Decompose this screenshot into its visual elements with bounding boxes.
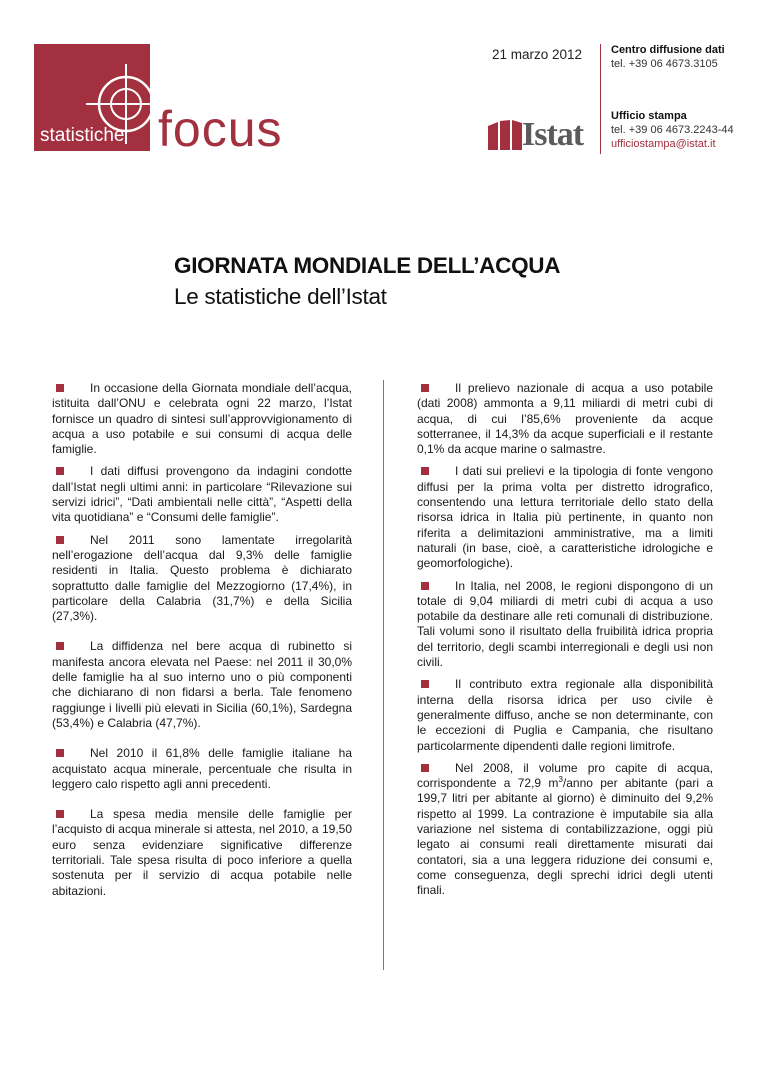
istat-flag-icon — [488, 120, 522, 150]
square-bullet-icon — [421, 384, 429, 392]
paragraph — [52, 533, 352, 625]
square-bullet-icon — [56, 384, 64, 392]
paragraph-text: Nel 2008, il volume pro capite di acqua, corrispondente a 72,9 m — [417, 760, 713, 791]
contact-head: Centro diffusione dati — [611, 44, 725, 56]
paragraph-text: Il prelievo nazionale di acqua a uso potabile (dati 2008) ammonta a 9,11 miliardi di metri cubi di acqua, di cui l’85,6% proveniente da acque sotterranee, il 14,3% da acque superficiali e il restante 0,1% da acque marine o salmastre. — [417, 381, 713, 457]
contact-head: Ufficio stampa — [611, 110, 687, 122]
paragraph — [52, 639, 352, 731]
istat-brand: Istat — [522, 116, 584, 153]
left-column — [52, 381, 352, 906]
header-divider — [600, 44, 601, 154]
square-bullet-icon — [421, 764, 429, 772]
paragraph-text: Il contributo extra regionale alla disponibilità interna della risorsa idrica per uso civile è generalmente diffuso, anche se non determinante, con le eccezioni di Puglia e Campania, che risultano particolarmente dipendenti dalle regioni limitrofe. — [417, 677, 713, 753]
paragraph-text: I dati sui prelievi e la tipologia di fonte vengono diffusi per la prima volta per distretto idrografico, consentendo una lettura territoriale dello stato della risorsa idrica in Italia più pertinente, in quanto non riferita a delimitazioni amministrative, ma a limiti naturali (in base, cioè, a caratteristiche idrologiche e geomorfologiche). — [417, 464, 713, 571]
paragraph — [417, 464, 713, 571]
paragraph-text: In occasione della Giornata mondiale dell’acqua, istituita dall’ONU e celebrata ogni 22 marzo, l’Istat fornisce un quadro di sintesi sull’approvvigionamento di acqua a uso potabile e sui consumi di acqua delle famiglie. — [52, 381, 352, 457]
paragraph-text: Nel 2011 sono lamentate irregolarità nell’erogazione dell’acqua dal 9,3% delle famiglie residenti in Italia. Questo problema è dichiarato soprattutto dalle famiglie del Mezzogiorno (17,4%), in particolare della Calabria (31,7%) e della Sicilia (27,3%). — [52, 532, 352, 624]
page-subtitle: Le statistiche dell’Istat — [174, 284, 387, 309]
paragraph — [52, 746, 352, 792]
square-bullet-icon — [421, 467, 429, 475]
paragraph — [417, 761, 713, 899]
column-divider — [383, 380, 384, 970]
contact-ufficio-stampa — [611, 109, 734, 151]
paragraph-text: La spesa media mensile delle famiglie per l’acquisto di acqua minerale si attesta, nel 2010, a 19,50 euro senza evidenziare significative differenze territoriali. Tale spesa risulta di poco inferiore a quella sostenuta per il servizio di acqua potabile nelle abitazioni. — [52, 807, 352, 898]
focus-logo — [158, 100, 283, 160]
paragraph — [417, 381, 713, 457]
paragraph — [417, 579, 713, 671]
paragraph-text: I dati diffusi provengono da indagini condotte dall’Istat negli ultimi anni: in particolare “Rilevazione sui servizi idrici”, “Dati ambientali nelle città”, “Aspetti della vita quotidiana” e “Consumi delle famiglie”. — [52, 464, 352, 525]
contact-phone: tel. +39 06 4673.3105 — [611, 58, 718, 70]
square-bullet-icon — [56, 536, 64, 544]
release-date: 21 marzo 2012 — [491, 47, 582, 62]
square-bullet-icon — [56, 810, 64, 818]
contact-centro-diffusione — [611, 43, 725, 71]
paragraph — [52, 464, 352, 525]
square-bullet-icon — [56, 749, 64, 757]
statistiche-logo — [34, 44, 150, 151]
logo-statistiche-text: statistiche — [40, 125, 125, 146]
superscript: 3 — [558, 775, 563, 785]
paragraph — [52, 381, 352, 457]
square-bullet-icon — [56, 642, 64, 650]
paragraph-text: Nel 2010 il 61,8% delle famiglie italiane ha acquistato acqua minerale, percentuale che risulta in leggero calo rispetto agli anni precedenti. — [52, 746, 352, 791]
paragraph-text: La diffidenza nel bere acqua di rubinetto si manifesta ancora elevata nel Paese: nel 2011 il 30,0% delle famiglie ha al suo interno uno o più componenti che dichiarano di non fidarsi a berla. Tale fenomeno raggiunge i livelli più elevati in Sicilia (60,1%), Sardegna (53,4%) e Calabria (47,7%). — [52, 639, 352, 730]
contact-phone: tel. +39 06 4673.2243-44 — [611, 124, 734, 136]
paragraph-text: In Italia, nel 2008, le regioni dispongono di un totale di 9,04 miliardi di metri cubi di acqua a uso potabile da destinare alle reti comunali di distribuzione. Tali volumi sono il risultato della fruibilità idrica propria del territorio, degli scambi interregionali e degli usi non civili. — [417, 578, 713, 670]
square-bullet-icon — [421, 582, 429, 590]
paragraph-text: /anno per abitante (pari a 199,7 litri per abitante al giorno) è diminuito del 9,2% rispetto al 1999. La contrazione è imputabile sia alla variazione nel sistema di contabilizzazione, oggi più legato ai consumi reali direttamente misurati dai contatori, sia a una leggera riduzione dei consumi e, come conseguenza, degli sprechi idrici degli utenti finali. — [417, 776, 714, 898]
square-bullet-icon — [56, 467, 64, 475]
focus-logo-text: focus — [158, 101, 283, 157]
square-bullet-icon — [421, 680, 429, 688]
paragraph — [52, 807, 352, 899]
paragraph — [417, 677, 713, 753]
contact-email[interactable]: ufficiostampa@istat.it — [611, 138, 716, 150]
page-title: GIORNATA MONDIALE DELL’ACQUA — [174, 253, 561, 278]
right-column — [417, 381, 713, 906]
